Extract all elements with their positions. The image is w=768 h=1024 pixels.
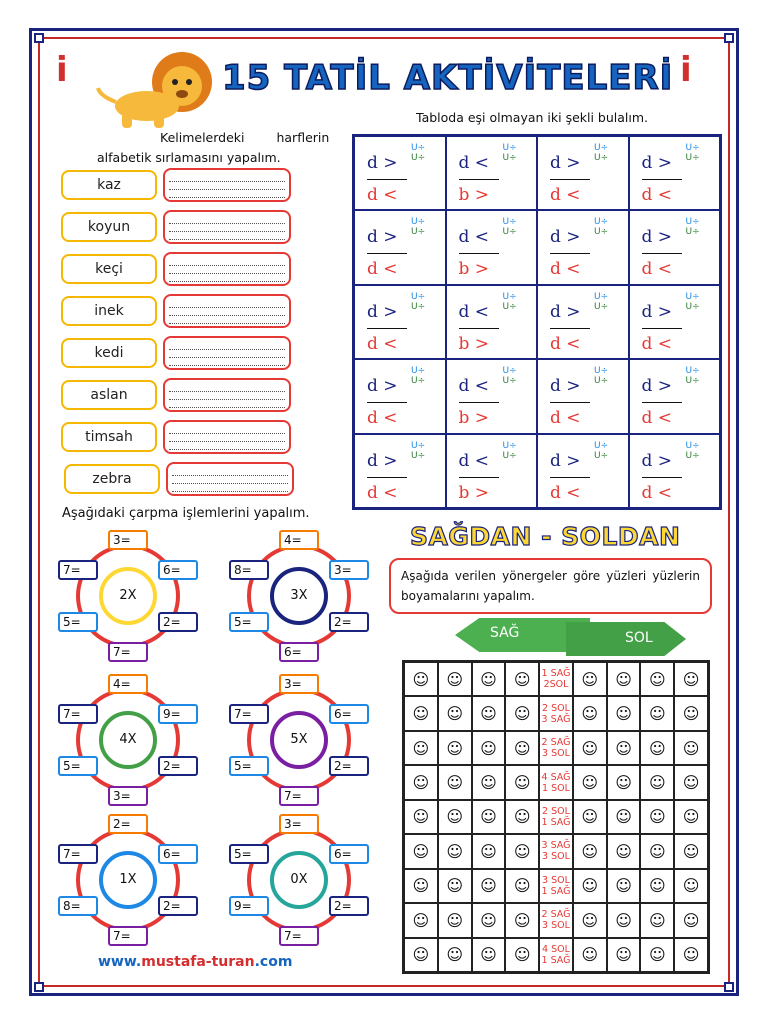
symbol-glyph: U÷ U÷ [685, 291, 700, 312]
wheel-center: 5X [270, 711, 328, 769]
smiley-icon[interactable]: ☺ [404, 800, 438, 834]
table-instruction: Tabloda eşi olmayan iki şekli bulalım. [416, 110, 649, 125]
smiley-icon[interactable]: ☺ [404, 903, 438, 937]
wheel-label-top[interactable]: 4= [279, 530, 319, 550]
symbol-divider [459, 179, 499, 180]
smiley-icon[interactable]: ☺ [438, 765, 472, 799]
wheel-label-tr[interactable]: 6= [158, 844, 198, 864]
smiley-icon[interactable]: ☺ [438, 834, 472, 868]
symbol-bottom: d < [641, 482, 673, 503]
wheel-label-br[interactable]: 2= [329, 896, 369, 916]
wheel-label-top[interactable]: 3= [279, 674, 319, 694]
symbol-top: d > [641, 376, 673, 397]
wheel-label-tl[interactable]: 5= [229, 844, 269, 864]
symbol-glyph: U÷ U÷ [411, 366, 426, 387]
symbol-cell[interactable] [446, 359, 538, 433]
wheel-center: 1X [99, 851, 157, 909]
symbol-divider [550, 179, 590, 180]
wheel-label-br[interactable]: 2= [329, 756, 369, 776]
symbol-cell[interactable] [446, 434, 538, 508]
symbol-bottom: d < [367, 333, 398, 354]
smiley-icon[interactable]: ☺ [640, 731, 674, 765]
symbol-divider [642, 328, 682, 329]
symbol-cell[interactable] [537, 434, 629, 508]
symbol-divider [367, 253, 407, 254]
symbol-divider [459, 402, 499, 403]
symbol-top: d > [641, 227, 673, 248]
multiply-instruction: Aşağıdaki çarpma işlemlerini yapalım. [62, 506, 310, 521]
direction-cell: 2 SOL 1 SAĞ [539, 800, 573, 834]
word-box: inek [61, 296, 157, 326]
smiley-icon[interactable]: ☺ [640, 662, 674, 696]
wheel-label-br[interactable]: 2= [158, 756, 198, 776]
symbol-top: d > [550, 450, 581, 471]
smiley-icon[interactable]: ☺ [573, 938, 607, 972]
arrow-left-label: SAĞ [490, 625, 520, 641]
word-box: kaz [61, 170, 157, 200]
answer-lines[interactable] [163, 252, 291, 286]
symbol-bottom: d < [550, 482, 581, 503]
symbol-top: d > [550, 227, 581, 248]
symbol-bottom: d < [367, 482, 398, 503]
direction-cell: 1 SAĞ 2SOL [539, 662, 573, 696]
symbol-top: d > [367, 301, 398, 322]
symbol-glyph: U÷ U÷ [502, 366, 517, 387]
symbol-top: d > [641, 450, 673, 471]
smiley-icon[interactable]: ☺ [640, 696, 674, 730]
symbol-cell[interactable] [537, 359, 629, 433]
wheel-label-top[interactable]: 2= [108, 814, 148, 834]
smiley-icon[interactable]: ☺ [674, 765, 708, 799]
wheel-label-top[interactable]: 3= [279, 814, 319, 834]
url-prefix: www. [98, 954, 142, 970]
symbol-divider [367, 402, 407, 403]
alphabet-instruction-line2: alfabetik sırlamasını yapalım. [97, 150, 281, 165]
symbol-bottom: d < [550, 408, 581, 429]
symbol-bottom: b > [458, 333, 490, 354]
wheel-label-tr[interactable]: 6= [329, 704, 369, 724]
wheel-label-tr[interactable]: 6= [329, 844, 369, 864]
smiley-icon[interactable]: ☺ [640, 938, 674, 972]
symbol-divider [550, 253, 590, 254]
word-box: koyun [61, 212, 157, 242]
wheel-label-bl[interactable]: 5= [229, 612, 269, 632]
corner-ornament [724, 982, 734, 992]
wheel-label-bl[interactable]: 5= [58, 756, 98, 776]
smiley-icon[interactable]: ☺ [674, 800, 708, 834]
symbol-bottom: d < [550, 185, 581, 205]
symbol-glyph: U÷ U÷ [502, 217, 517, 238]
symbol-glyph: U÷ U÷ [411, 217, 426, 238]
wheel-label-br[interactable]: 2= [158, 896, 198, 916]
wheel-label-tl[interactable]: 7= [58, 560, 98, 580]
wheel-label-bottom[interactable]: 6= [279, 642, 319, 662]
wheel-label-tl[interactable]: 7= [58, 844, 98, 864]
symbol-bottom: b > [458, 482, 490, 503]
symbol-top: d < [458, 227, 490, 248]
wheel-label-bottom[interactable]: 7= [108, 926, 148, 946]
symbol-glyph: U÷ U÷ [411, 440, 426, 461]
smiley-icon[interactable]: ☺ [640, 834, 674, 868]
smiley-icon[interactable]: ☺ [404, 696, 438, 730]
smiley-icon[interactable]: ☺ [472, 834, 506, 868]
smiley-icon[interactable]: ☺ [472, 869, 506, 903]
smiley-icon[interactable]: ☺ [438, 731, 472, 765]
symbol-top: d > [367, 153, 398, 173]
symbol-bottom: b > [458, 408, 490, 429]
symbol-top: d > [641, 301, 673, 322]
symbol-glyph: U÷ U÷ [594, 217, 609, 238]
symbol-cell[interactable] [446, 285, 538, 359]
symbol-divider [367, 179, 407, 180]
smiley-icon[interactable]: ☺ [573, 903, 607, 937]
corner-ornament [724, 33, 734, 43]
symbol-cell[interactable] [629, 285, 721, 359]
sagdan-soldan-title: SAĞDAN - SOLDAN [410, 522, 681, 551]
symbol-glyph: U÷ U÷ [411, 291, 426, 312]
smiley-icon[interactable]: ☺ [404, 662, 438, 696]
symbol-bottom: b > [458, 185, 490, 205]
symbol-cell[interactable] [354, 136, 446, 210]
wheel-label-br[interactable]: 2= [329, 612, 369, 632]
wheel-center: 2X [99, 567, 157, 625]
symbol-glyph: U÷ U÷ [594, 366, 609, 387]
symbol-cell[interactable] [354, 434, 446, 508]
smiley-icon[interactable]: ☺ [438, 662, 472, 696]
direction-cell: 4 SAĞ 1 SOL [539, 765, 573, 799]
answer-lines[interactable] [163, 336, 291, 370]
smiley-icon[interactable]: ☺ [674, 662, 708, 696]
smiley-icon[interactable]: ☺ [573, 834, 607, 868]
wheel-label-tl[interactable]: 7= [58, 704, 98, 724]
symbol-divider [459, 253, 499, 254]
symbol-bottom: d < [641, 408, 673, 429]
lion-illustration [92, 44, 222, 132]
smiley-icon[interactable]: ☺ [674, 869, 708, 903]
answer-lines[interactable] [163, 210, 291, 244]
smiley-icon[interactable]: ☺ [472, 800, 506, 834]
symbol-bottom: d < [367, 185, 398, 205]
wheel-label-bottom[interactable]: 7= [108, 642, 148, 662]
answer-lines[interactable] [163, 378, 291, 412]
smiley-icon[interactable]: ☺ [505, 800, 539, 834]
symbol-cell[interactable] [354, 210, 446, 284]
smiley-icon[interactable]: ☺ [573, 800, 607, 834]
smiley-icon[interactable]: ☺ [505, 765, 539, 799]
symbol-bottom: d < [550, 259, 581, 280]
symbol-cell[interactable] [629, 434, 721, 508]
symbol-glyph: U÷ U÷ [502, 440, 517, 461]
smiley-icon[interactable]: ☺ [573, 696, 607, 730]
word-box: keçi [61, 254, 157, 284]
smiley-icon[interactable]: ☺ [640, 800, 674, 834]
symbol-bottom: d < [367, 259, 398, 280]
smiley-icon[interactable]: ☺ [640, 869, 674, 903]
symbol-glyph: U÷ U÷ [502, 143, 517, 163]
smiley-icon[interactable]: ☺ [607, 696, 641, 730]
symbol-top: d > [367, 376, 398, 397]
symbol-glyph: U÷ U÷ [685, 366, 700, 387]
smiley-icon[interactable]: ☺ [472, 938, 506, 972]
symbol-glyph: U÷ U÷ [594, 440, 609, 461]
wheel-label-tl[interactable]: 7= [229, 704, 269, 724]
symbol-divider [550, 477, 590, 478]
smiley-icon[interactable]: ☺ [438, 696, 472, 730]
page-title: 15 TATİL AKTİVİTELERİ [222, 58, 674, 98]
wheel-label-tl[interactable]: 8= [229, 560, 269, 580]
smiley-icon[interactable]: ☺ [607, 938, 641, 972]
symbol-glyph: U÷ U÷ [594, 291, 609, 312]
smiley-icon[interactable]: ☺ [505, 834, 539, 868]
wheel-label-tr[interactable]: 3= [329, 560, 369, 580]
smiley-icon[interactable]: ☺ [505, 662, 539, 696]
symbol-cell[interactable] [629, 359, 721, 433]
symbol-cell[interactable] [446, 136, 538, 210]
corner-ornament [34, 33, 44, 43]
smiley-icon[interactable]: ☺ [438, 903, 472, 937]
directions-instruction-text: Aşağıda verilen yönergeler göre yüzleri yüzlerin boyamalarını yapalım. [401, 569, 700, 603]
wheel-center: 3X [270, 567, 328, 625]
answer-lines[interactable] [163, 168, 291, 202]
smiley-icon[interactable]: ☺ [505, 938, 539, 972]
smiley-icon[interactable]: ☺ [505, 696, 539, 730]
answer-lines[interactable] [166, 462, 294, 496]
smiley-icon[interactable]: ☺ [472, 903, 506, 937]
symbol-divider [642, 253, 682, 254]
symbol-top: d > [367, 450, 398, 471]
smiley-icon[interactable]: ☺ [472, 765, 506, 799]
symbol-bottom: b > [458, 259, 490, 280]
wheel-label-bl[interactable]: 5= [229, 756, 269, 776]
wheel-label-bl[interactable]: 5= [58, 612, 98, 632]
symbol-table [352, 134, 722, 510]
arrow-right-label: SOL [625, 630, 653, 646]
wheel-label-bottom[interactable]: 7= [279, 786, 319, 806]
word-box: timsah [61, 422, 157, 452]
smiley-icon[interactable]: ☺ [505, 903, 539, 937]
symbol-top: d > [641, 153, 673, 173]
smiley-icon[interactable]: ☺ [573, 765, 607, 799]
symbol-glyph: U÷ U÷ [685, 143, 700, 163]
smiley-icon[interactable]: ☺ [607, 800, 641, 834]
smiley-icon[interactable]: ☺ [674, 696, 708, 730]
smiley-icon[interactable]: ☺ [472, 731, 506, 765]
smiley-icon[interactable]: ☺ [438, 800, 472, 834]
url-suffix: .com [254, 954, 293, 970]
direction-cell: 4 SOL 1 SAĞ [539, 938, 573, 972]
symbol-bottom: d < [641, 333, 673, 354]
symbol-divider [459, 328, 499, 329]
symbol-top: d > [550, 153, 581, 173]
symbol-divider [642, 402, 682, 403]
smiley-icon[interactable]: ☺ [573, 869, 607, 903]
smiley-icon[interactable]: ☺ [674, 903, 708, 937]
smiley-icon[interactable]: ☺ [438, 938, 472, 972]
symbol-glyph: U÷ U÷ [502, 291, 517, 312]
smiley-icon[interactable]: ☺ [404, 834, 438, 868]
alphabet-instruction-line1: Kelimelerdeki harflerin [160, 130, 330, 145]
smiley-icon[interactable]: ☺ [607, 869, 641, 903]
symbol-bottom: d < [641, 259, 673, 280]
direction-cell: 2 SAĞ 3 SOL [539, 731, 573, 765]
wheel-label-top[interactable]: 3= [108, 530, 148, 550]
smiley-icon[interactable]: ☺ [640, 903, 674, 937]
direction-cell: 2 SOL 3 SAĞ [539, 696, 573, 730]
wheel-label-bottom[interactable]: 7= [279, 926, 319, 946]
symbol-cell[interactable] [446, 210, 538, 284]
wheel-label-br[interactable]: 2= [158, 612, 198, 632]
smiley-icon[interactable]: ☺ [674, 834, 708, 868]
answer-lines[interactable] [163, 294, 291, 328]
face-grid [402, 660, 710, 974]
logo-left: i [56, 50, 68, 90]
website-url[interactable] [98, 954, 292, 970]
wheel-label-bl[interactable]: 9= [229, 896, 269, 916]
smiley-icon[interactable]: ☺ [438, 869, 472, 903]
symbol-bottom: d < [641, 185, 673, 205]
smiley-icon[interactable]: ☺ [674, 938, 708, 972]
corner-ornament [34, 982, 44, 992]
symbol-divider [459, 477, 499, 478]
symbol-top: d > [367, 227, 398, 248]
symbol-cell[interactable] [354, 285, 446, 359]
symbol-top: d < [458, 301, 490, 322]
smiley-icon[interactable]: ☺ [404, 765, 438, 799]
symbol-cell[interactable] [537, 285, 629, 359]
wheel-label-bottom[interactable]: 3= [108, 786, 148, 806]
logo-right: i [680, 50, 692, 90]
wheel-center: 4X [99, 711, 157, 769]
wheel-label-tr[interactable]: 6= [158, 560, 198, 580]
symbol-divider [550, 328, 590, 329]
wheel-center: 0X [270, 851, 328, 909]
smiley-icon[interactable]: ☺ [404, 938, 438, 972]
symbol-bottom: d < [367, 408, 398, 429]
symbol-cell[interactable] [629, 210, 721, 284]
symbol-glyph: U÷ U÷ [411, 143, 426, 163]
smiley-icon[interactable]: ☺ [404, 731, 438, 765]
smiley-icon[interactable]: ☺ [472, 696, 506, 730]
wheel-label-bl[interactable]: 8= [58, 896, 98, 916]
symbol-bottom: d < [550, 333, 581, 354]
url-domain: mustafa-turan [141, 954, 255, 970]
symbol-divider [367, 477, 407, 478]
symbol-top: d < [458, 376, 490, 397]
symbol-divider [642, 179, 682, 180]
smiley-icon[interactable]: ☺ [472, 662, 506, 696]
symbol-cell[interactable] [354, 359, 446, 433]
smiley-icon[interactable]: ☺ [573, 731, 607, 765]
symbol-top: d > [550, 301, 581, 322]
direction-cell: 3 SAĞ 3 SOL [539, 834, 573, 868]
symbol-divider [550, 402, 590, 403]
symbol-cell[interactable] [537, 136, 629, 210]
smiley-icon[interactable]: ☺ [505, 869, 539, 903]
wheel-label-top[interactable]: 4= [108, 674, 148, 694]
smiley-icon[interactable]: ☺ [505, 731, 539, 765]
smiley-icon[interactable]: ☺ [573, 662, 607, 696]
smiley-icon[interactable]: ☺ [607, 731, 641, 765]
symbol-top: d < [458, 153, 490, 173]
symbol-top: d < [458, 450, 490, 471]
word-box: kedi [61, 338, 157, 368]
word-box: zebra [64, 464, 160, 494]
wheel-label-tr[interactable]: 9= [158, 704, 198, 724]
direction-cell: 2 SAĞ 3 SOL [539, 903, 573, 937]
smiley-icon[interactable]: ☺ [607, 834, 641, 868]
symbol-glyph: U÷ U÷ [685, 217, 700, 238]
symbol-cell[interactable] [629, 136, 721, 210]
smiley-icon[interactable]: ☺ [640, 765, 674, 799]
symbol-divider [367, 328, 407, 329]
symbol-glyph: U÷ U÷ [685, 440, 700, 461]
symbol-top: d > [550, 376, 581, 397]
symbol-cell[interactable] [537, 210, 629, 284]
directions-instruction [389, 558, 712, 614]
direction-cell: 3 SOL 1 SAĞ [539, 869, 573, 903]
symbol-glyph: U÷ U÷ [594, 143, 609, 163]
smiley-icon[interactable]: ☺ [607, 765, 641, 799]
smiley-icon[interactable]: ☺ [674, 731, 708, 765]
word-box: aslan [61, 380, 157, 410]
smiley-icon[interactable]: ☺ [607, 903, 641, 937]
smiley-icon[interactable]: ☺ [607, 662, 641, 696]
smiley-icon[interactable]: ☺ [404, 869, 438, 903]
symbol-divider [642, 477, 682, 478]
answer-lines[interactable] [163, 420, 291, 454]
